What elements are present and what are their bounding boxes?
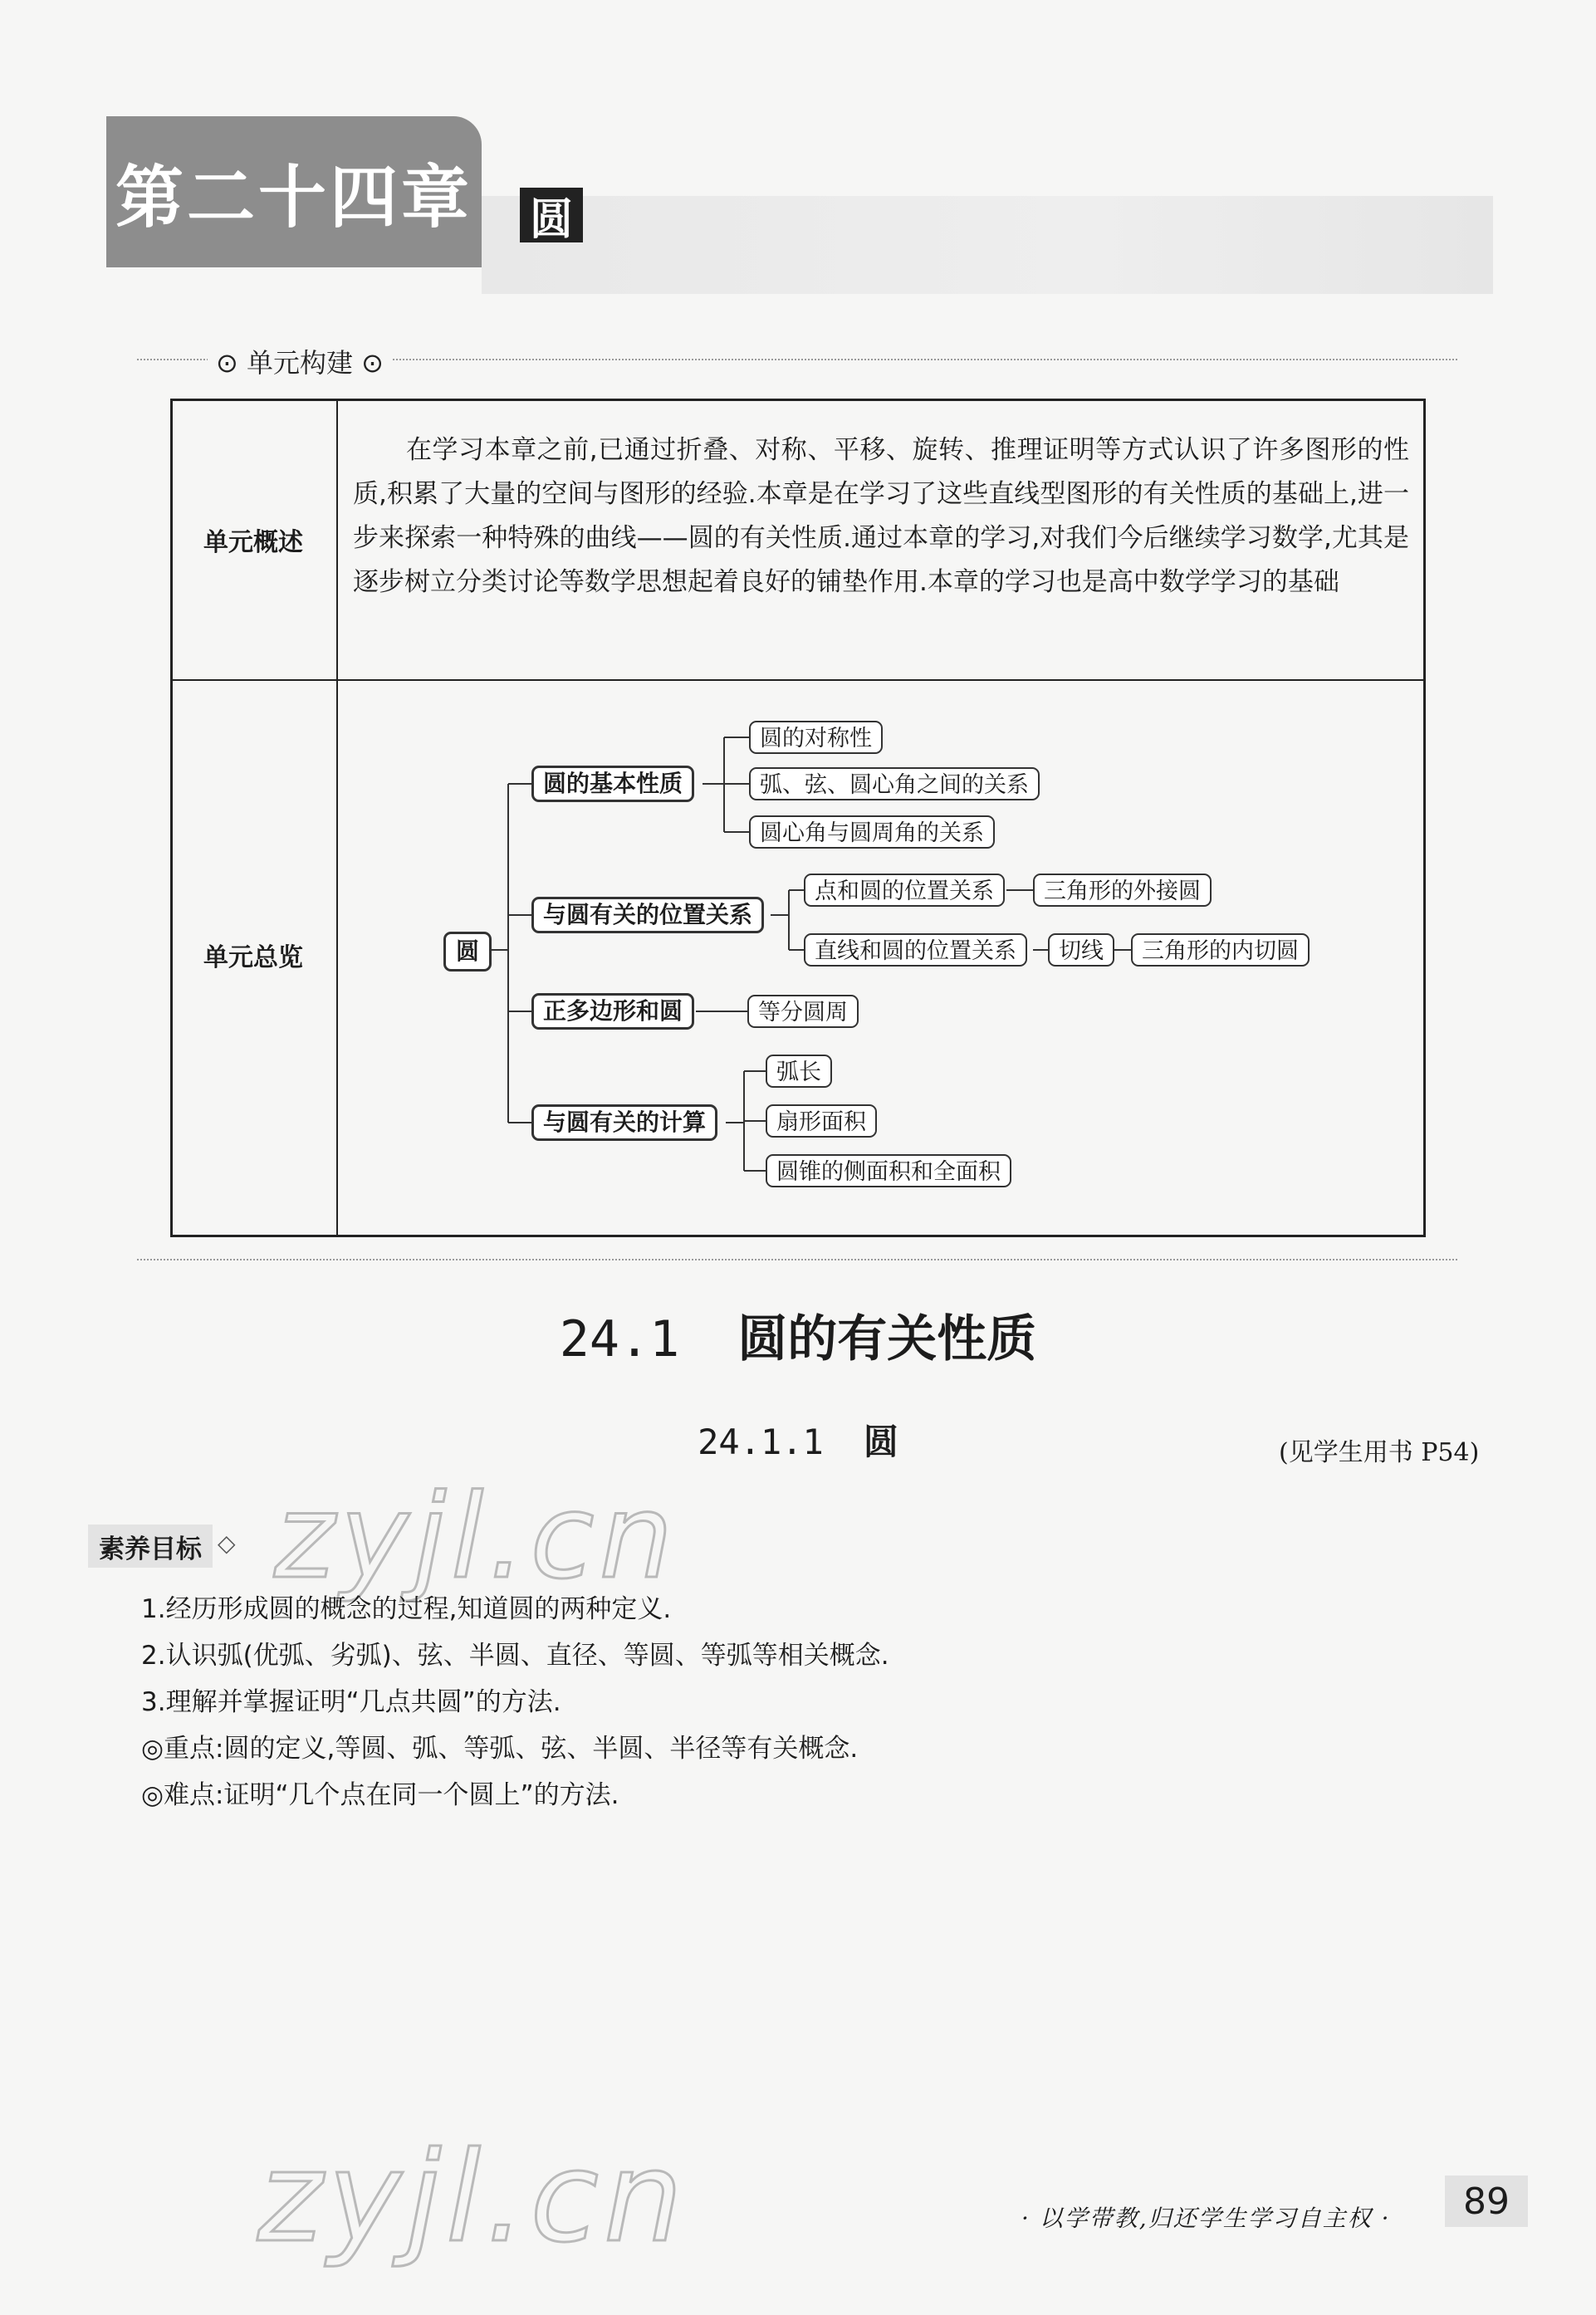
map-leaf: 三角形的内切圆 bbox=[1131, 933, 1310, 967]
watermark: zyjl.cn bbox=[257, 2126, 688, 2270]
goal-difficulty: ◎难点:证明“几个点在同一个圆上”的方法. bbox=[141, 1780, 619, 1810]
map-root: 圆 bbox=[443, 932, 492, 972]
map-leaf: 扇形面积 bbox=[766, 1104, 877, 1138]
chapter-subject: 圆 bbox=[520, 188, 583, 242]
map-branch-polygon: 正多边形和圆 bbox=[531, 993, 694, 1030]
goals-list bbox=[141, 1586, 889, 1818]
unit-construct-heading: ⊙ 单元构建 ⊙ bbox=[208, 342, 392, 380]
map-leaf: 切线 bbox=[1048, 933, 1114, 967]
map-leaf: 圆的对称性 bbox=[749, 721, 883, 754]
goals-diamond-icon: ◇ bbox=[218, 1529, 236, 1557]
subsection-title-text: 圆 bbox=[863, 1422, 898, 1462]
map-leaf: 等分圆周 bbox=[747, 995, 859, 1028]
map-leaf: 圆锥的侧面积和全面积 bbox=[766, 1154, 1011, 1187]
summary-label: 单元总览 bbox=[203, 943, 303, 972]
map-leaf: 点和圆的位置关系 bbox=[804, 874, 1005, 907]
student-book-reference: (见学生用书 P54) bbox=[1279, 1438, 1480, 1467]
footer-slogan: · 以学带教,归还学生学习自主权 · bbox=[1021, 2205, 1391, 2232]
map-branch-position: 与圆有关的位置关系 bbox=[531, 897, 764, 933]
map-leaf: 三角形的外接圆 bbox=[1033, 874, 1212, 907]
overview-label: 单元概述 bbox=[203, 528, 303, 557]
goal-key-point: ◎重点:圆的定义,等圆、弧、等弧、弦、半圆、半径等有关概念. bbox=[141, 1734, 859, 1764]
section-title-text: 圆的有关性质 bbox=[737, 1310, 1037, 1368]
overview-text: 在学习本章之前,已通过折叠、对称、平移、旋转、推理证明等方式认识了许多图形的性质,积累了大量的空间与图形的经验.本章是在学习了这些直线型图形的有关性质的基础上,进一步来探索一种特殊的曲线——圆的有关性质.通过本章的学习,对我们今后继续学习数学,尤其是逐步树立分类讨论等数学思想起着良好的铺垫作用.本章的学习也是高中数学学习的基础 bbox=[353, 435, 1409, 597]
map-leaf: 直线和圆的位置关系 bbox=[804, 933, 1027, 967]
section-number: 24.1 bbox=[559, 1310, 680, 1368]
map-branch-basic-properties: 圆的基本性质 bbox=[531, 766, 694, 802]
goal-item: 3.理解并掌握证明“几点共圆”的方法. bbox=[141, 1687, 561, 1717]
subsection-number: 24.1.1 bbox=[698, 1422, 824, 1462]
map-leaf: 圆心角与圆周角的关系 bbox=[749, 815, 995, 849]
goal-item: 2.认识弧(优弧、劣弧)、弦、半圆、直径、等圆、等弧等相关概念. bbox=[141, 1641, 889, 1671]
map-branch-calculation: 与圆有关的计算 bbox=[531, 1104, 717, 1141]
map-leaf: 弧长 bbox=[766, 1055, 832, 1088]
section-title bbox=[0, 1299, 1596, 1371]
map-leaf: 弧、弦、圆心角之间的关系 bbox=[749, 767, 1040, 800]
goal-item: 1.经历形成圆的概念的过程,知道圆的两种定义. bbox=[141, 1594, 672, 1624]
page-number: 89 bbox=[1445, 2176, 1528, 2227]
watermark: zyjl.cn bbox=[274, 1470, 678, 1605]
chapter-label: 第二十四章 bbox=[106, 116, 482, 267]
goals-tag: 素养目标 bbox=[88, 1525, 213, 1568]
